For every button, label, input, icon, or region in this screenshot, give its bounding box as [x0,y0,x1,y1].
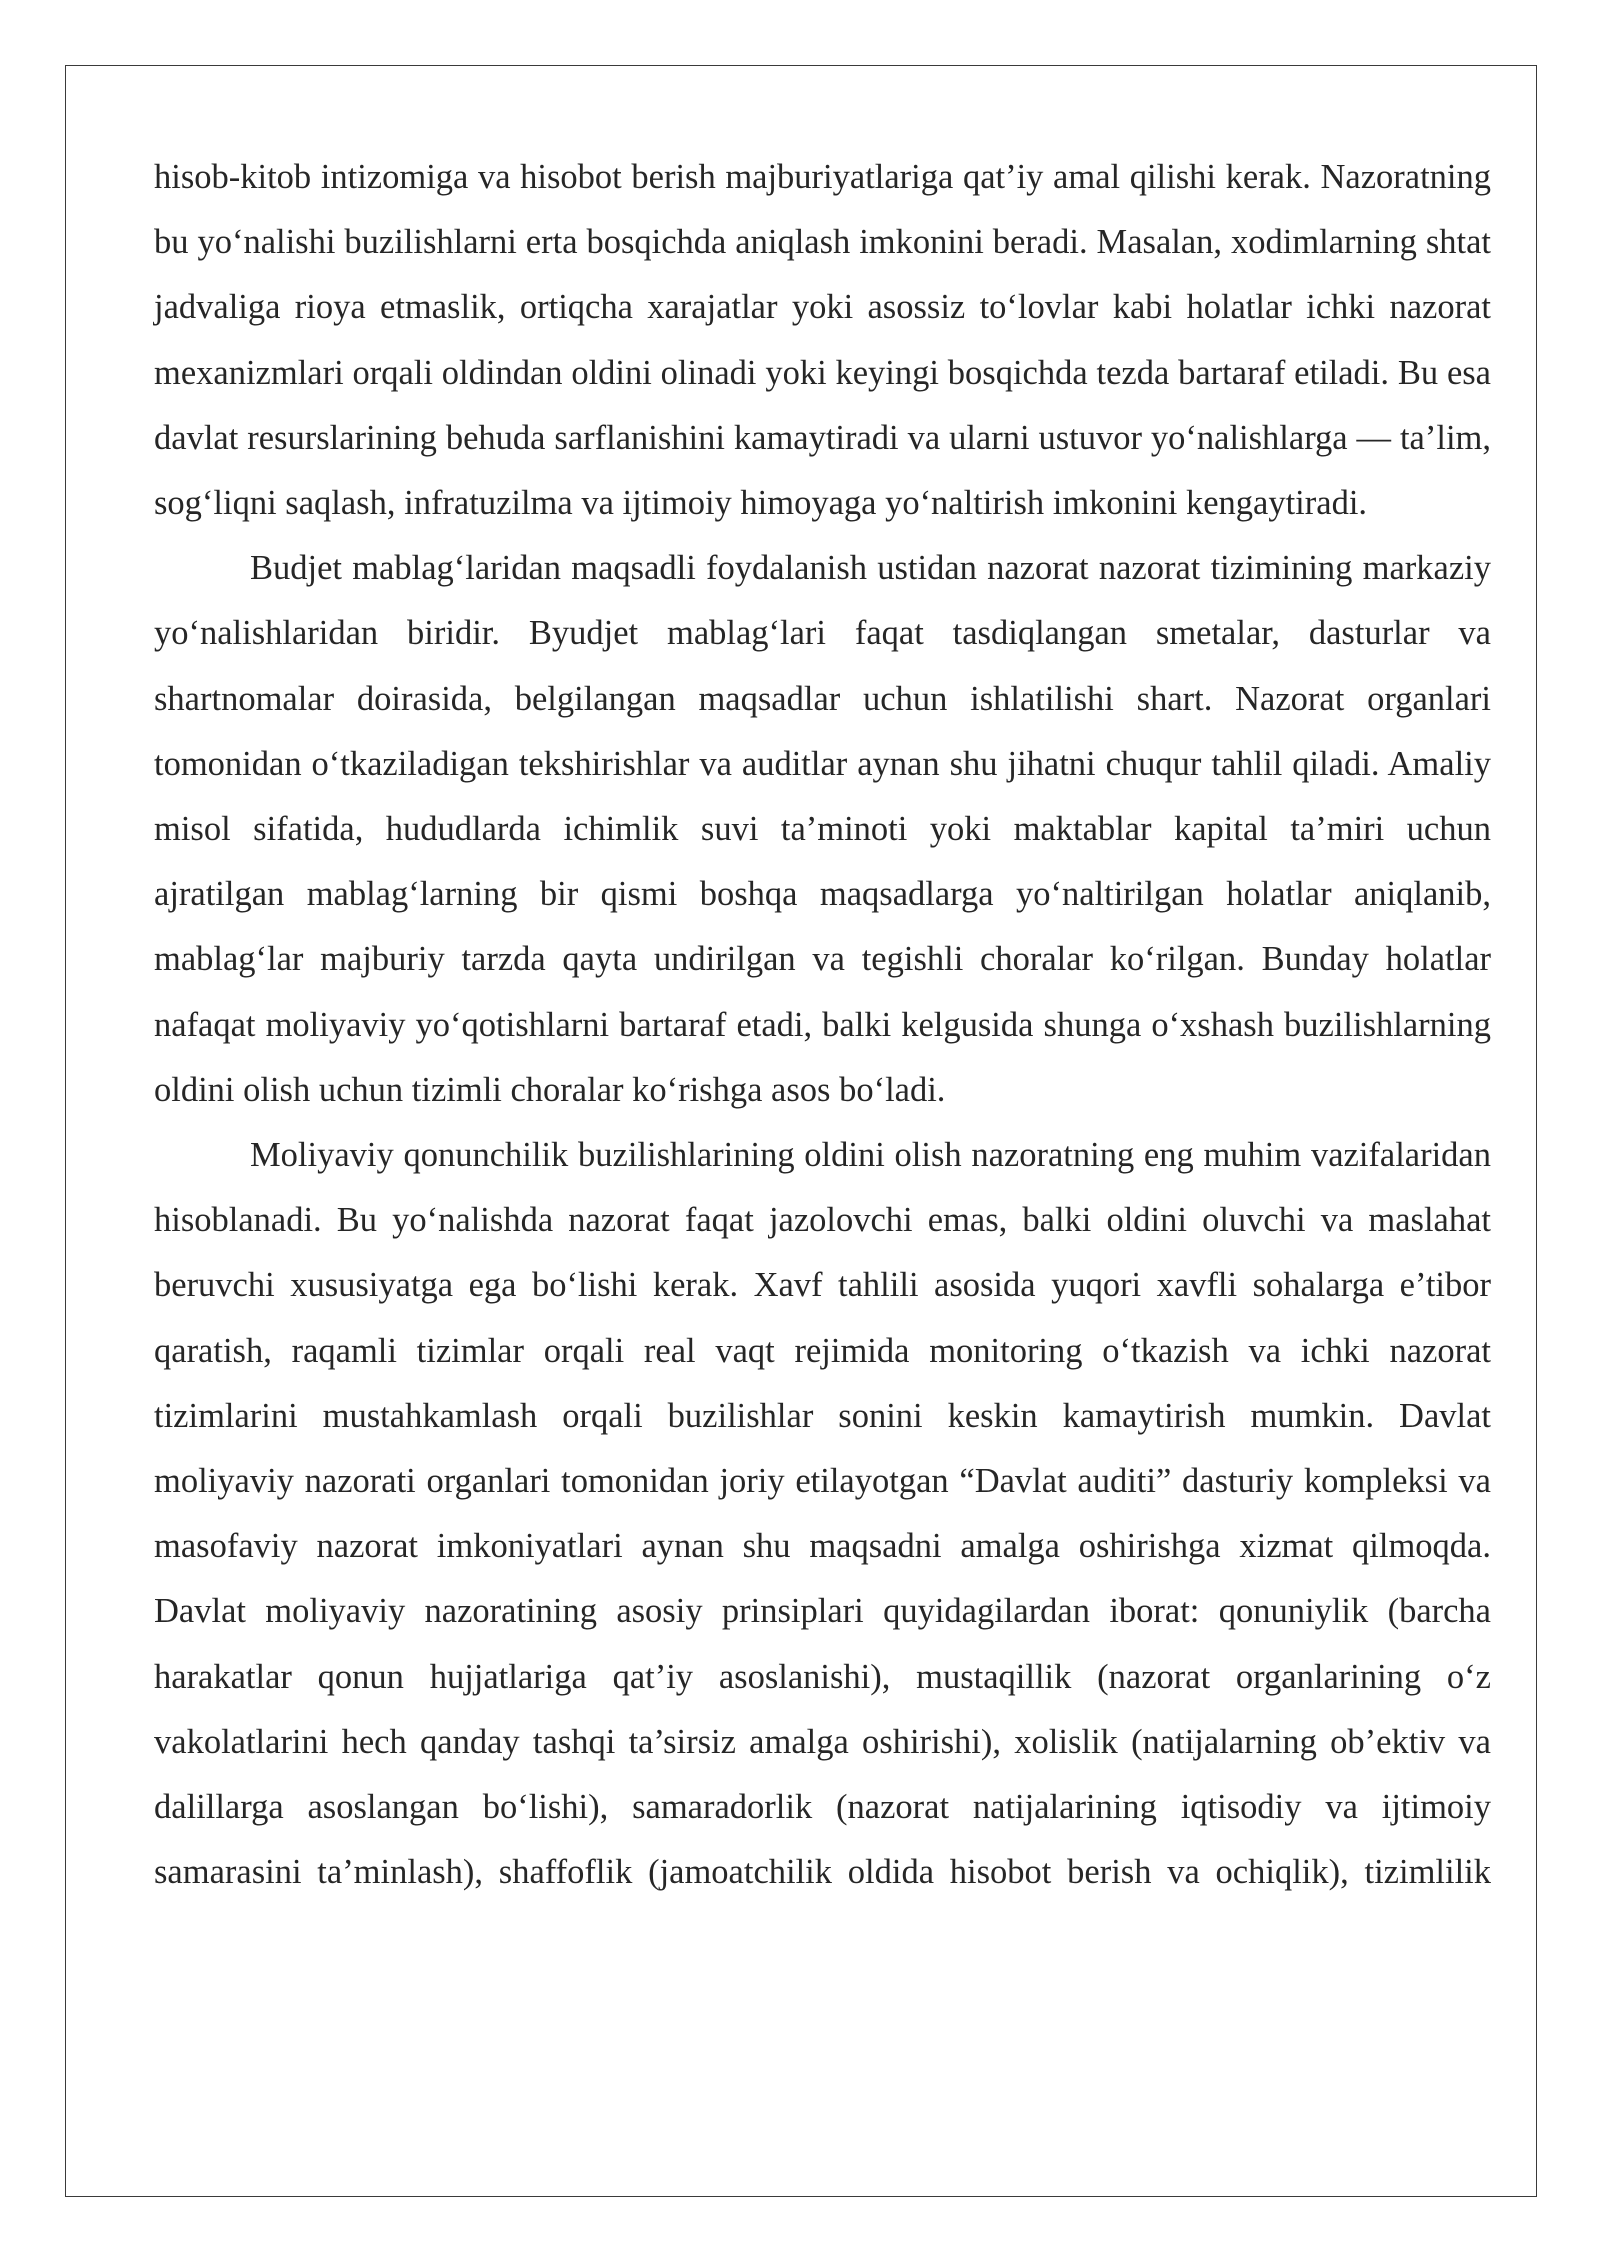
paragraph-2: Budjet mablag‘laridan maqsadli foydalanish ustidan nazorat nazorat tizimining markaziy yo‘nalishlaridan biridir. Byudjet mablag‘lari faqat tasdiqlangan smetalar, dasturlar va shartnomalar doirasida, belgilangan maqsadlar uchun ishlatilishi shart. Nazorat organlari tomonidan o‘tkaziladigan tekshirishlar va auditlar aynan shu jihatni chuqur tahlil qiladi. Amaliy misol sifatida, hududlarda ichimlik suvi ta’minoti yoki maktablar kapital ta’miri uchun ajratilgan mablag‘larning bir qismi boshqa maqsadlarga yo‘naltirilgan holatlar aniqlanib, mablag‘lar majburiy tarzda qayta undirilgan va tegishli choralar ko‘rilgan. Bunday holatlar nafaqat moliyaviy yo‘qotishlarni bartaraf etadi, balki kelgusida shunga o‘xshash buzilishlarning oldini olish uchun tizimli choralar ko‘rishga asos bo‘ladi. [154,549,1491,1109]
paragraph-3: Moliyaviy qonunchilik buzilishlarining oldini olish nazoratning eng muhim vazifalaridan hisoblanadi. Bu yo‘nalishda nazorat faqat jazolovchi emas, balki oldini oluvchi va maslahat beruvchi xususiyatga ega bo‘lishi kerak. Xavf tahlili asosida yuqori xavfli sohalarga e’tibor qaratish, raqamli tizimlar orqali real vaqt rejimida monitoring o‘tkazish va ichki nazorat tizimlarini mustahkamlash orqali buzilishlar sonini keskin kamaytirish mumkin. Davlat moliyaviy nazorati organlari tomonidan joriy etilayotgan “Davlat auditi” dasturiy kompleksi va masofaviy nazorat imkoniyatlari aynan shu maqsadni amalga oshirishga xizmat qilmoqda. Davlat moliyaviy nazoratining asosiy prinsiplari quyidagilardan iborat: qonuniylik (barcha harakatlar qonun hujjatlariga qat’iy asoslanishi), mustaqillik (nazorat organlarining o‘z vakolatlarini hech qanday tashqi ta’sirsiz amalga oshirishi), xolislik (natijalarning ob’ektiv va dalillarga asoslangan bo‘lishi), samaradorlik (nazorat natijalarining iqtisodiy va ijtimoiy samarasini ta’minlash), shaffoflik (jamoatchilik oldida hisobot berish va ochiqlik), tizimlilik [154,1136,1491,1892]
document-body [154,145,1491,1905]
paragraph-1: hisob-kitob intizomiga va hisobot berish majburiyatlariga qat’iy amal qilishi kerak. Nazoratning bu yo‘nalishi buzilishlarni erta bosqichda aniqlash imkonini beradi. Masalan, xodimlarning shtat jadvaliga rioya etmaslik, ortiqcha xarajatlar yoki asossiz to‘lovlar kabi holatlar ichki nazorat mexanizmlari orqali oldindan oldini olinadi yoki keyingi bosqichda tezda bartaraf etiladi. Bu esa davlat resurslarining behuda sarflanishini kamaytiradi va ularni ustuvor yo‘nalishlarga — ta’lim, sog‘liqni saqlash, infratuzilma va ijtimoiy himoyaga yo‘naltirish imkonini kengaytiradi. [154,158,1491,523]
